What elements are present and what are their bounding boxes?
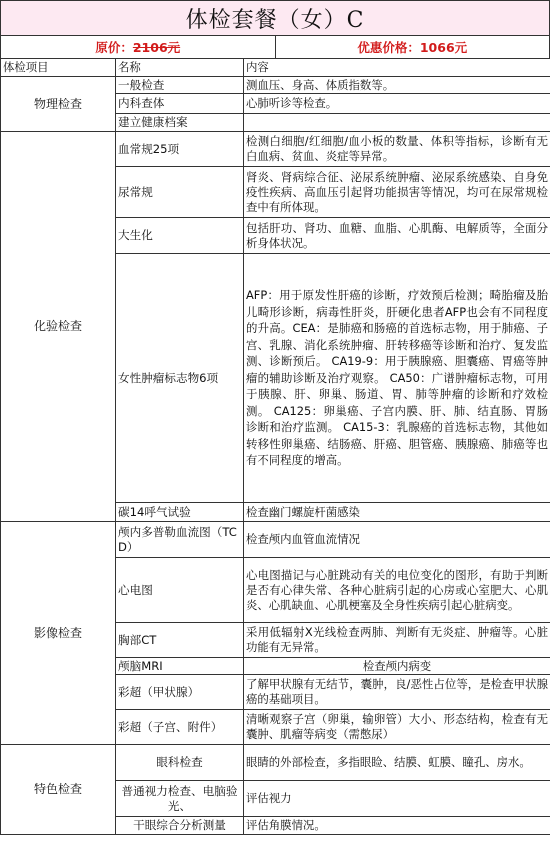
item-content: 检查颅内血管血流情况 xyxy=(244,522,550,558)
header-name: 名称 xyxy=(116,59,244,77)
category-physical: 物理检查 xyxy=(1,77,116,132)
item-content: 检查颅内病变 xyxy=(244,658,550,675)
item-name: 颅内多普勒血流图（TCD） xyxy=(116,522,244,558)
discount-price xyxy=(276,36,550,58)
original-price-value: 2106元 xyxy=(132,40,181,55)
item-name: 血常规25项 xyxy=(116,132,244,167)
table-row xyxy=(1,132,550,167)
item-name: 眼科检查 xyxy=(116,745,244,781)
item-content: 心电图描记与心脏跳动有关的电位变化的图形，有助于判断是否有心律失常、各种心脏病引起的心房或心室肥大、心肌炎、心肌缺血、心肌梗塞及全身性疾病引起心脏病变。 xyxy=(244,558,550,623)
item-name: 颅脑MRI xyxy=(116,658,244,675)
table-row xyxy=(1,77,550,94)
item-name: 彩超（子宫、附件） xyxy=(116,710,244,745)
item-content: 评估视力 xyxy=(244,781,550,817)
item-content: AFP：用于原发性肝癌的诊断，疗效预后检测；畸胎瘤及胎儿畸形诊断，病毒性肝炎，肝硬化患者AFP也会有不同程度的升高。CEA：是肺癌和肠癌的首选标志物，用于肺癌、子宫、乳腺、消化系统肿瘤、肝转移癌等诊断和治疗、复发监测、诊断预后。 CA19-9：用于胰腺癌、胆囊癌、胃癌等肿瘤的辅助诊断及治疗观察。 CA50：广谱肿瘤标志物，可用于胰腺、肝、卵巢、肠道、胃、肺等肿瘤的诊断和疗效检测。 CA125：卵巢癌、子宫内膜、肝、肺、结直肠、胃肠诊断和治疗监测。 CA15-3：乳腺癌的首选标志物，其他如转移性卵巢癌、结肠癌、肝癌、胆管癌、胰腺癌、肺癌等也有不同程度的增高。 xyxy=(244,254,550,503)
header-category: 体检项目 xyxy=(1,59,116,77)
item-content: 了解甲状腺有无结节，囊肿，良/恶性占位等，是检查甲状腺癌的基础项目。 xyxy=(244,675,550,710)
item-content: 评估角膜情况。 xyxy=(244,817,550,835)
item-name: 彩超（甲状腺） xyxy=(116,675,244,710)
item-name: 心电图 xyxy=(116,558,244,623)
item-content: 检查幽门螺旋杆菌感染 xyxy=(244,503,550,522)
category-lab: 化验检查 xyxy=(1,132,116,522)
item-name: 建立健康档案 xyxy=(116,114,244,132)
discount-price-label: 优惠价格： xyxy=(357,40,420,55)
original-price xyxy=(1,36,276,58)
item-name: 尿常规 xyxy=(116,167,244,218)
item-name: 干眼综合分析测量 xyxy=(116,817,244,835)
item-content: 眼睛的外部检查，多指眼睑、结膜、虹膜、瞳孔、房水。 xyxy=(244,745,550,781)
item-content xyxy=(244,114,550,132)
item-content: 测血压、身高、体质指数等。 xyxy=(244,77,550,94)
header-content: 内容 xyxy=(244,59,550,77)
category-imaging: 影像检查 xyxy=(1,522,116,745)
item-content: 心肺听诊等检查。 xyxy=(244,94,550,114)
table-row xyxy=(1,522,550,558)
price-row xyxy=(0,35,550,58)
item-content: 包括肝功、肾功、血糖、血脂、心肌酶、电解质等，全面分析身体状况。 xyxy=(244,218,550,254)
item-name: 普通视力检查、电脑验光、 xyxy=(116,781,244,817)
item-name: 内科查体 xyxy=(116,94,244,114)
item-name: 一般检查 xyxy=(116,77,244,94)
item-name: 碳14呼气试验 xyxy=(116,503,244,522)
table-header-row xyxy=(1,59,550,77)
page-title: 体检套餐（女）C xyxy=(0,0,550,35)
item-content: 检测白细胞/红细胞/血小板的数量、体积等指标，诊断有无白血病、贫血、炎症等异常。 xyxy=(244,132,550,167)
item-name: 大生化 xyxy=(116,218,244,254)
item-content: 采用低辐射X光线检查两肺、判断有无炎症、肿瘤等。心脏功能有无异常。 xyxy=(244,623,550,658)
discount-price-value: 1066元 xyxy=(419,40,468,55)
item-content: 清晰观察子宫（卵巢，输卵管）大小、形态结构，检查有无囊肿、肌瘤等病变（需憋尿） xyxy=(244,710,550,745)
item-content: 肾炎、肾病综合征、泌尿系统肿瘤、泌尿系统感染、自身免疫性疾病、高血压引起肾功能损害等情况，均可在尿常规检查中有所体现。 xyxy=(244,167,550,218)
table-row xyxy=(1,745,550,781)
package-table xyxy=(0,58,550,835)
original-price-label: 原价： xyxy=(95,40,133,55)
category-special: 特色检查 xyxy=(1,745,116,835)
item-name: 胸部CT xyxy=(116,623,244,658)
item-name: 女性肿瘤标志物6项 xyxy=(116,254,244,503)
